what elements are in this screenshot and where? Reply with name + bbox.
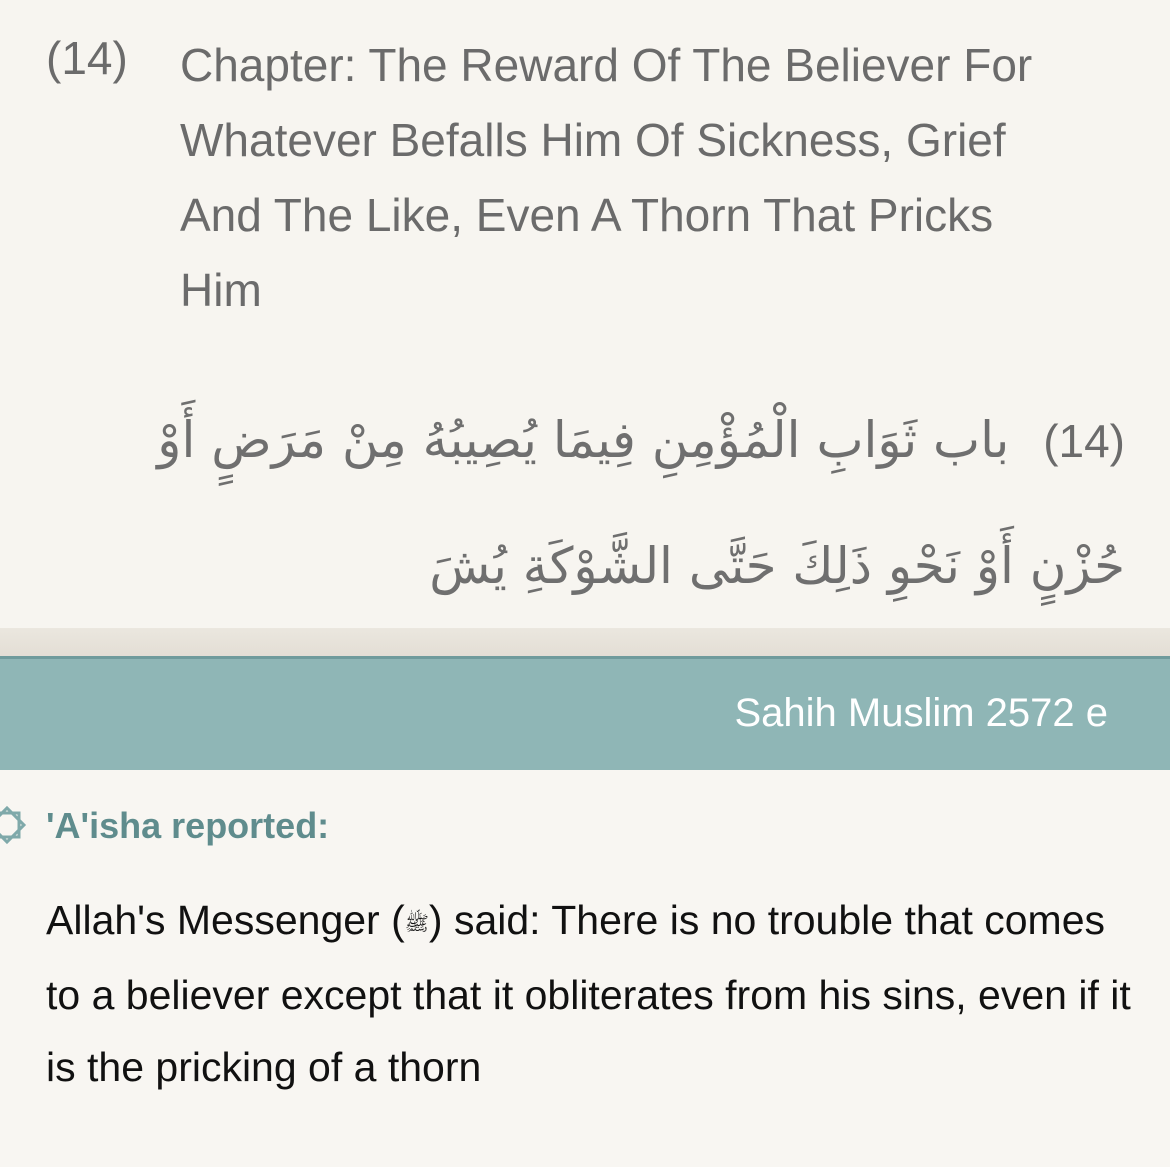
arabic-chapter-number: (14)	[1043, 415, 1125, 467]
arabic-chapter-heading	[50, 378, 1125, 629]
hadith-reference[interactable]: Sahih Muslim 2572 e	[734, 691, 1108, 735]
hadith-body	[0, 770, 1170, 1167]
hadith-text-end: ) said: There is no trouble that comes to a believer except that it obliterates from his sins, even if it is the pricking of a thorn	[46, 897, 1131, 1091]
octagon-star-icon	[0, 804, 28, 846]
section-divider	[0, 628, 1170, 656]
hadith-text-start: Allah's Messenger (	[46, 897, 405, 943]
honorific-glyph: ﷺ	[404, 911, 429, 936]
hadith-reference-bar[interactable]	[0, 656, 1170, 770]
narrator: 'A'isha reported:	[46, 805, 330, 846]
chapter-title: Chapter: The Reward Of The Believer For Whatever Befalls Him Of Sickness, Grief And The Like, Even A Thorn That Pricks Him	[180, 39, 1033, 316]
chapter-number: (14)	[46, 32, 128, 84]
hadith-text	[46, 884, 1146, 1103]
arabic-chapter-title: باب ثَوَابِ الْمُؤْمِنِ فِيمَا يُصِيبُهُ مِنْ مَرَضٍ أَوْ حُزْنٍ أَوْ نَحْوِ ذَلِكَ حَتَّى الشَّوْكَةِ يُشَ	[157, 411, 1125, 595]
